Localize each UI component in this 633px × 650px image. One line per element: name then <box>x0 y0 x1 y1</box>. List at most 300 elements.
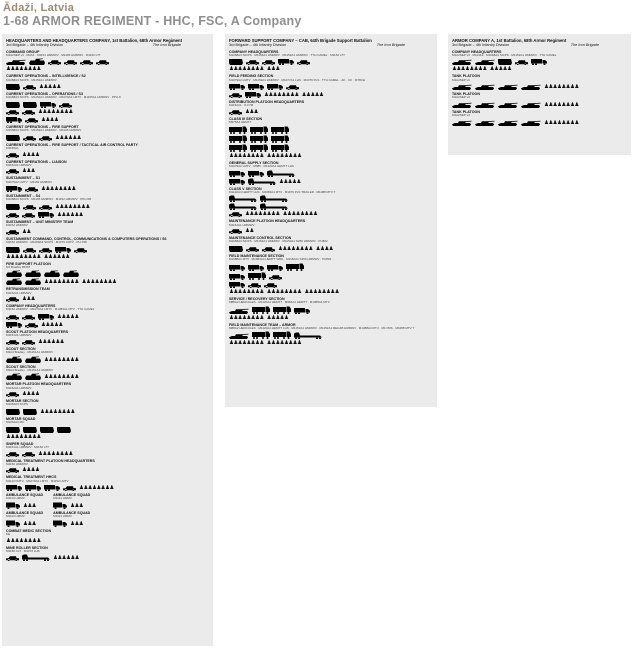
section-title: COMPANY HEADQUARTERS <box>229 49 279 54</box>
hmmwv-icon <box>6 153 19 158</box>
hmmwv-icon <box>6 169 19 174</box>
personnel-icon-group: ♟♟♟♟♟♟♟♟ <box>44 279 79 286</box>
equipment-row <box>6 391 209 397</box>
hemtt-truck-icon <box>286 263 304 271</box>
unit-section <box>6 160 209 175</box>
section-title: CLASS III SECTION <box>229 116 263 121</box>
unit-section <box>6 304 209 328</box>
main-battle-tank-icon <box>229 332 249 339</box>
personnel-icon-group: ♟♟♟♟♟♟♟♟ <box>282 211 318 218</box>
unit-section <box>6 143 209 158</box>
personnel-icon-group: ♟♟♟ <box>22 168 35 175</box>
section-title: AMBULANCE SQUAD <box>6 510 44 515</box>
section-title: MINE ROLLER SECTION <box>6 545 48 550</box>
cargo-truck-icon <box>44 484 60 491</box>
personnel-icon-group: ♟♟♟♟♟♟♟♟ <box>229 152 264 159</box>
cargo-truck-icon <box>6 116 22 123</box>
section-equipment: M1120A4 HEMTT LHS · M1083A1 MTV · M1076 PLS TRAILER · M1088 MTV T <box>229 190 336 194</box>
personnel-icon-group: ♟♟♟♟♟♟♟♟ <box>452 66 487 73</box>
equipment-row <box>229 272 433 280</box>
unit-section <box>6 74 209 90</box>
equipment-row <box>229 315 433 321</box>
section-equipment: M1152A1 HMMWV <box>6 291 32 295</box>
personnel-icon-group: ♟♟♟♟♟♟♟♟ <box>44 374 79 381</box>
section-title: FIELD MAINTENANCE TEAM – ARMOR <box>229 322 296 327</box>
location-label: Ādaži, Latvia <box>3 2 75 14</box>
hmmwv-icon <box>6 213 19 218</box>
main-battle-tank-icon <box>498 101 518 108</box>
equipment-row <box>229 195 433 202</box>
section-equipment: M1A2SEP v3 <box>452 96 470 100</box>
unit-section <box>6 287 209 302</box>
hmmwv-icon <box>23 136 36 141</box>
equipment-row <box>6 185 209 192</box>
equipment-row <box>6 229 209 235</box>
section-title: MEDICAL TREATMENT HHCS <box>6 475 57 480</box>
infantry-fighting-vehicle-icon <box>6 278 22 285</box>
section-equipment: M1113 FMTV · M1079A2 LMTV · M1152 LMTV <box>6 479 69 483</box>
equipment-row <box>229 203 433 210</box>
equipment-row <box>6 83 209 90</box>
equipment-row <box>6 321 209 328</box>
hmmwv-icon <box>22 452 35 457</box>
cargo-truck-icon <box>6 484 22 491</box>
section-equipment: M1079A2 LMTV · M1152 HMMWV <box>6 180 53 184</box>
hmmwv-icon <box>269 275 282 280</box>
equipment-row <box>452 66 627 72</box>
equipment-row <box>229 66 433 72</box>
equipment-row <box>452 58 627 65</box>
equipment-row <box>6 278 209 285</box>
unit-section <box>229 187 433 218</box>
tractor-trailer-icon <box>267 170 295 177</box>
unit-section <box>53 511 90 527</box>
equipment-row <box>53 520 90 527</box>
personnel-icon-group: ♟♟♟♟♟♟♟♟ <box>266 152 302 159</box>
panel-subtitle <box>452 43 627 48</box>
armored-command-vehicle-icon <box>40 426 54 433</box>
section-title: SERVICE / RECOVERY SECTION <box>229 296 285 301</box>
hmmwv-icon <box>48 60 61 65</box>
unit-section <box>229 50 433 73</box>
ambulance-icon <box>6 502 20 509</box>
unit-section <box>452 110 627 126</box>
armored-command-vehicle-icon <box>229 58 243 65</box>
unit-section <box>452 50 627 73</box>
personnel-icon-group: ♟♟♟ <box>70 502 84 509</box>
section-title: MORTAR PLATOON HEADQUARTERS <box>6 382 72 387</box>
personnel-icon-group: ♟♟♟♟♟♟♟♟ <box>245 211 280 218</box>
cargo-truck-icon <box>267 264 283 271</box>
armored-command-vehicle-icon <box>6 426 20 433</box>
infantry-fighting-vehicle-icon <box>29 58 45 65</box>
infantry-fighting-vehicle-icon <box>44 270 60 277</box>
equipment-row <box>6 408 209 415</box>
equipment-row <box>6 109 209 115</box>
section-equipment: M88A2 HERCULES · M1120A4 HEMTT LHS · M1152A1 HMMWV · M1152A1 RECAB HMMWV · M1088A4 MTV · M1 PRS · M1088 MTV T <box>229 326 415 330</box>
unit-section <box>6 546 209 562</box>
cargo-truck-icon <box>55 246 71 253</box>
section-title: FIELD FEEDING SECTION <box>229 74 274 79</box>
personnel-icon-group: ♟♟♟♟♟♟ <box>53 555 79 562</box>
equipment-row <box>6 538 209 544</box>
ambulance-icon <box>6 520 20 527</box>
section-equipment: M1068A3 SICPS · M1152A1 HMMWV · M1152A1 S250 HMMWV · PU802 <box>229 240 328 244</box>
armored-command-vehicle-icon <box>6 134 20 141</box>
unit-section <box>6 475 209 491</box>
unit-section <box>6 92 209 123</box>
equipment-row <box>6 426 209 433</box>
infantry-fighting-vehicle-icon <box>25 373 41 380</box>
infantry-fighting-vehicle-icon <box>6 270 22 277</box>
section-equipment: M3A3 Bradley · M1151A1 HMMWV <box>6 368 53 372</box>
equipment-row <box>229 109 433 115</box>
cargo-truck-icon <box>267 83 283 90</box>
hmmwv-icon <box>229 110 242 115</box>
equipment-row <box>6 254 209 260</box>
unit-section <box>6 347 209 363</box>
section-title: CLASS V SECTION <box>229 186 262 191</box>
personnel-icon-group: ♟♟♟♟♟♟♟♟ <box>40 408 75 415</box>
hmmwv-icon <box>229 229 242 234</box>
hmmwv-icon <box>6 110 19 115</box>
unit-section <box>229 297 433 321</box>
equipment-row <box>452 83 627 90</box>
section-equipment: M1079A2 LMTV · M985 · M1120A4 HEMTT LHS <box>229 164 294 168</box>
unit-section <box>229 219 433 234</box>
page-header <box>3 0 302 28</box>
section-equipment: M88A2 HERCULES · M1120A4 HEMTT · M984A4 HEMTT · M1088A1 MTV <box>229 300 330 304</box>
hmmwv-icon <box>246 247 259 252</box>
unit-section <box>6 442 209 457</box>
hmmwv-icon <box>64 60 77 65</box>
personnel-icon-group: ♟♟♟♟♟♟ <box>57 211 83 218</box>
equipment-row <box>6 101 209 108</box>
hmmwv-icon <box>74 248 87 253</box>
main-battle-tank-icon <box>452 101 472 108</box>
personnel-icon-group: ♟♟♟♟ <box>41 116 59 123</box>
infantry-fighting-vehicle-icon <box>6 356 22 363</box>
equipment-row <box>6 116 209 123</box>
hemtt-truck-icon <box>252 331 270 339</box>
equipment-row <box>6 451 209 457</box>
unit-section <box>452 74 627 90</box>
equipment-row <box>229 245 433 252</box>
armored-command-vehicle-icon <box>23 101 37 108</box>
personnel-icon-group: ♟♟♟♟♟♟♟♟ <box>544 101 579 108</box>
section-title: SNIPER SQUAD <box>6 441 34 446</box>
section-title: SUSTAINMENT COMMAND, CONTROL, COMMUNICATIONS & COMPUTERS OPERATIONS / S6 <box>6 236 167 241</box>
personnel-icon-group: ♟♟♟♟♟ <box>39 84 61 91</box>
personnel-icon-group: ♟♟♟ <box>23 502 36 509</box>
cargo-truck-icon <box>229 178 245 185</box>
personnel-icon-group: ♟♟♟♟♟♟♟♟ <box>38 450 73 457</box>
hmmwv-icon <box>229 212 242 217</box>
main-battle-tank-icon <box>475 83 495 90</box>
personnel-icon-group: ♟♟♟♟♟♟♟♟ <box>6 253 41 260</box>
unit-section <box>6 511 43 527</box>
section-equipment: M1152A1 HMMWV <box>6 386 32 390</box>
infantry-fighting-vehicle-icon <box>25 270 41 277</box>
section-equipment: M1068A3 SICPS · M1152A1 HMMWV · M1079A2 LMTV · M1165A1 HMMWV · PPU-6 <box>6 96 121 100</box>
hemtt-truck-icon <box>273 331 291 339</box>
personnel-icon-group: ♟♟♟♟♟♟♟♟ <box>6 433 41 440</box>
hemtt-truck-icon <box>250 135 268 143</box>
section-title: COMMAND GROUP <box>6 49 40 54</box>
equipment-row <box>6 246 209 253</box>
armored-command-vehicle-icon <box>57 426 71 433</box>
hmmwv-icon <box>229 93 242 98</box>
armored-command-vehicle-icon <box>23 426 37 433</box>
equipment-row <box>6 134 209 141</box>
section-equipment: M1068A3 SICPS · M1152A1 HMMWV <box>6 78 57 82</box>
main-battle-tank-icon <box>452 119 472 126</box>
section-title: MORTAR SECTION <box>6 399 39 404</box>
section-equipment: M1113 HMMV <box>6 497 25 501</box>
panel-title: FORWARD SUPPORT COMPANY – CAB, 64th Brigade Support Battalion <box>229 38 372 43</box>
unit-section <box>229 254 433 295</box>
hmmwv-icon <box>25 118 38 123</box>
hmmwv-icon <box>23 248 36 253</box>
hhc-sections <box>6 50 209 562</box>
personnel-icon-group: ♟♟♟♟ <box>22 151 40 158</box>
equipment-row <box>229 153 433 159</box>
hemtt-truck-icon <box>271 126 289 134</box>
equipment-row <box>6 434 209 440</box>
tractor-trailer-icon <box>260 203 288 210</box>
equipment-row <box>6 58 209 65</box>
section-equipment: M1152 HMMWV · M1079A2 LMTV · M1083A1 MTV · TTH CAMEL <box>6 308 95 312</box>
section-title: CURRENT OPERATIONS – INTELLIGENCE / S2 <box>6 74 86 79</box>
equipment-row <box>6 313 209 320</box>
section-equipment: M1064A3 MC <box>6 421 25 425</box>
personnel-icon-group: ♟♟♟♟♟♟♟♟ <box>304 288 339 295</box>
unit-section <box>6 417 209 440</box>
infantry-fighting-vehicle-icon <box>25 356 41 363</box>
unit-section <box>6 50 209 73</box>
section-title: SUSTAINMENT – S1 <box>6 176 41 181</box>
section-equipment: Ma <box>6 532 11 536</box>
panel-subtitle-left: 3rd Brigade – 4th Infantry Division <box>452 43 510 47</box>
section-title: MAINTENANCE CONTROL SECTION <box>229 236 292 241</box>
section-title: SCOUT SECTION <box>6 346 36 351</box>
hmmwv-icon <box>80 60 93 65</box>
personnel-icon-group: ♟♟♟♟♟♟♟♟ <box>229 340 264 347</box>
equipment-row <box>6 356 209 363</box>
hmmwv-icon <box>6 392 19 397</box>
section-title: RETRANSMISSION TEAM <box>6 287 50 292</box>
hmmwv-icon <box>515 60 528 65</box>
section-title: MEDICAL TREATMENT PLATOON HEADQUARTERS <box>6 458 95 463</box>
panel-subtitle-right: The Iron Brigade <box>570 43 599 47</box>
section-equipment: M1068A3 SICPS · M1152A1 HMMWV · M1152A1 HMMWV · TTH CAMEL · M1152 LTT <box>229 53 345 57</box>
ambulance-icon <box>53 520 67 527</box>
unit-section <box>229 161 433 185</box>
section-equipment: M1152A1 HMMWV <box>229 223 255 227</box>
hmmwv-icon <box>25 323 38 328</box>
equipment-row <box>229 83 433 90</box>
main-battle-tank-icon <box>521 119 541 126</box>
aco-panel <box>448 34 631 155</box>
section-equipment: M1068A3 SICPS · M1152A1 HMMWV · M1165 HMMWV <box>6 129 82 133</box>
infantry-fighting-vehicle-icon <box>25 278 41 285</box>
equipment-row <box>6 296 209 302</box>
main-battle-tank-icon <box>498 83 518 90</box>
personnel-icon-group: ♟♟♟ <box>70 520 84 527</box>
section-equipment: M3A3 Bradley · M1151A1 HMMWV <box>6 350 53 354</box>
equipment-row <box>6 373 209 380</box>
unit-section <box>6 529 209 544</box>
personnel-icon-group: ♟♟♟♟♟♟♟♟ <box>81 279 117 286</box>
section-equipment: M1113 HMMV <box>53 497 72 501</box>
main-battle-tank-icon <box>475 58 495 65</box>
section-title: MAINTENANCE PLATOON HEADQUARTERS <box>229 219 306 224</box>
personnel-icon-group: ♟♟♟♟♟ <box>41 321 63 328</box>
hmmwv-icon <box>262 247 275 252</box>
personnel-icon-group: ♟♟♟♟♟♟♟♟ <box>266 340 302 347</box>
main-battle-tank-icon <box>475 101 495 108</box>
hmmwv-icon <box>6 297 19 302</box>
section-title: SCOUT SECTION <box>6 364 36 369</box>
equipment-row <box>452 101 627 108</box>
main-battle-tank-icon <box>229 307 249 314</box>
section-equipment: M1068A3 SICPS · M1165 HMMWV · M1152 HMMWV · PPU-6B <box>6 198 92 202</box>
section-title: COMPANY HEADQUARTERS <box>6 304 56 309</box>
hmmwv-icon <box>22 315 35 320</box>
panel-subtitle <box>6 43 209 48</box>
hemtt-truck-icon <box>229 135 247 143</box>
section-equipment: M1079A2 LMTV · M1152A1 HMMWV · M1077A1 LHS · M1076 PLS · TTH CAMEL · AK · CK · M78CE <box>229 78 365 82</box>
hemtt-truck-icon <box>250 144 268 152</box>
infantry-fighting-vehicle-icon <box>6 373 22 380</box>
section-title: CURRENT OPERATIONS – LIAISON <box>6 159 67 164</box>
personnel-icon-group: ♟♟♟♟♟♟♟♟ <box>229 314 264 321</box>
unit-section <box>6 399 209 415</box>
section-title: FIELD MAINTENANCE SECTION <box>229 253 284 258</box>
tractor-trailer-icon <box>229 195 257 202</box>
unit-section <box>6 459 209 474</box>
section-equipment: M1151A1 HMMWV · M1152 LTT <box>6 445 50 449</box>
panel-subtitle-left: 3rd Brigade – 4th Infantry Division <box>6 43 64 47</box>
section-equipment: M1A2SEP v3 · M113A3 · M1068A3 SICPS · M1152A1 HMMWV · TTH CAMEL <box>452 53 557 57</box>
personnel-icon-group: ♟♟♟♟♟ <box>301 92 324 99</box>
section-title: SUSTAINMENT – UNIT MINISTRY TEAM <box>6 219 74 224</box>
section-equipment: M1A2SEP v3 · M2A3 · M1151 HMMWV · M1165 HMMWV · M1152 LTT <box>6 53 101 57</box>
section-equipment: M1064A3 SCPS <box>6 403 28 407</box>
tractor-trailer-icon <box>22 554 50 561</box>
personnel-icon-group: ♟♟♟♟♟♟♟♟ <box>278 245 313 252</box>
unit-section <box>229 236 433 252</box>
personnel-icon-group: ♟♟♟♟♟♟♟♟ <box>6 537 41 544</box>
personnel-icon-group: ♟♟♟♟♟♟♟♟ <box>229 66 264 73</box>
section-equipment: M1088A1 MTV · M1984A4 HEMTT WRK · M1152A1 S250 HMMWV · PU802 <box>229 258 332 262</box>
personnel-icon-group: ♟♟♟♟♟♟♟♟ <box>229 288 264 295</box>
equipment-row <box>229 263 433 271</box>
hmmwv-icon <box>262 60 275 65</box>
personnel-icon-group: ♟♟♟♟ <box>22 467 40 474</box>
equipment-row <box>6 203 209 210</box>
equipment-row <box>229 170 433 177</box>
section-title: CURRENT OPERATIONS – OPERATIONS / S3 <box>6 92 83 97</box>
personnel-icon-group: ♟♟♟♟♟♟♟♟ <box>41 186 76 193</box>
main-battle-tank-icon <box>498 119 518 126</box>
cargo-truck-icon <box>6 185 22 192</box>
section-title: AMBULANCE SQUAD <box>53 493 91 498</box>
equipment-row <box>229 289 433 295</box>
main-battle-tank-icon <box>452 58 472 65</box>
personnel-icon-group: ♟♟♟ <box>22 296 35 303</box>
equipment-row <box>452 119 627 126</box>
section-title: COMBAT MEDIC SECTION <box>6 528 52 533</box>
tractor-trailer-icon <box>229 203 257 210</box>
cargo-truck-icon <box>229 281 245 288</box>
hemtt-truck-icon <box>252 306 270 314</box>
tractor-trailer-icon <box>260 195 288 202</box>
hemtt-truck-icon <box>229 144 247 152</box>
section-equipment: M1152 HMMWV <box>6 462 28 466</box>
equipment-row <box>229 331 433 339</box>
ambulance-icon <box>53 502 67 509</box>
hhc-panel <box>2 34 213 646</box>
main-battle-tank-icon <box>475 119 495 126</box>
cargo-truck-icon <box>38 313 54 320</box>
page-title: 1-68 ARMOR REGIMENT - HHC, FSC, A Company <box>3 14 302 28</box>
tractor-trailer-icon <box>248 178 276 185</box>
equipment-row <box>229 91 433 98</box>
hemtt-truck-icon <box>271 144 289 152</box>
equipment-row <box>229 340 433 346</box>
personnel-icon-group: ♟♟♟♟♟♟♟♟ <box>79 485 114 492</box>
personnel-icon-group: ♟♟♟♟♟ <box>489 66 512 73</box>
cargo-truck-icon <box>248 264 264 271</box>
section-title: TANK PLATOON <box>452 92 480 97</box>
equipment-row <box>229 178 433 185</box>
personnel-icon-group: ♟♟♟ <box>23 520 36 527</box>
panel-subtitle <box>229 43 433 48</box>
cargo-truck-icon <box>38 211 54 218</box>
equipment-row <box>229 144 433 152</box>
hmmwv-icon <box>22 213 35 218</box>
hemtt-truck-icon <box>271 135 289 143</box>
cargo-truck-icon <box>229 170 245 177</box>
unit-section <box>229 74 433 98</box>
equipment-row <box>6 484 209 491</box>
cargo-truck-icon <box>248 170 264 177</box>
unit-section <box>6 365 209 381</box>
hmmwv-icon <box>39 248 52 253</box>
equipment-row <box>6 502 43 509</box>
personnel-icon-group: ♟♟♟♟♟♟♟♟ <box>544 84 579 91</box>
unit-section <box>6 220 209 235</box>
unit-section <box>6 125 209 141</box>
main-battle-tank-icon <box>452 83 472 90</box>
hemtt-truck-icon <box>250 126 268 134</box>
equipment-row <box>6 211 209 218</box>
personnel-icon-group: ♟♟ <box>245 228 254 235</box>
section-title: COMPANY HEADQUARTERS <box>452 49 502 54</box>
hmmwv-icon <box>22 110 35 115</box>
fsc-sections <box>229 50 433 347</box>
main-battle-tank-icon <box>521 83 541 90</box>
hmmwv-icon <box>264 283 277 288</box>
equipment-row <box>6 66 209 72</box>
cargo-truck-icon <box>25 484 41 491</box>
equipment-row <box>53 502 90 509</box>
personnel-icon-group: ♟♟♟ <box>266 66 280 73</box>
hmmwv-icon <box>246 60 259 65</box>
armored-command-vehicle-icon <box>6 83 20 90</box>
section-title: MORTAR SQUAD <box>6 416 36 421</box>
